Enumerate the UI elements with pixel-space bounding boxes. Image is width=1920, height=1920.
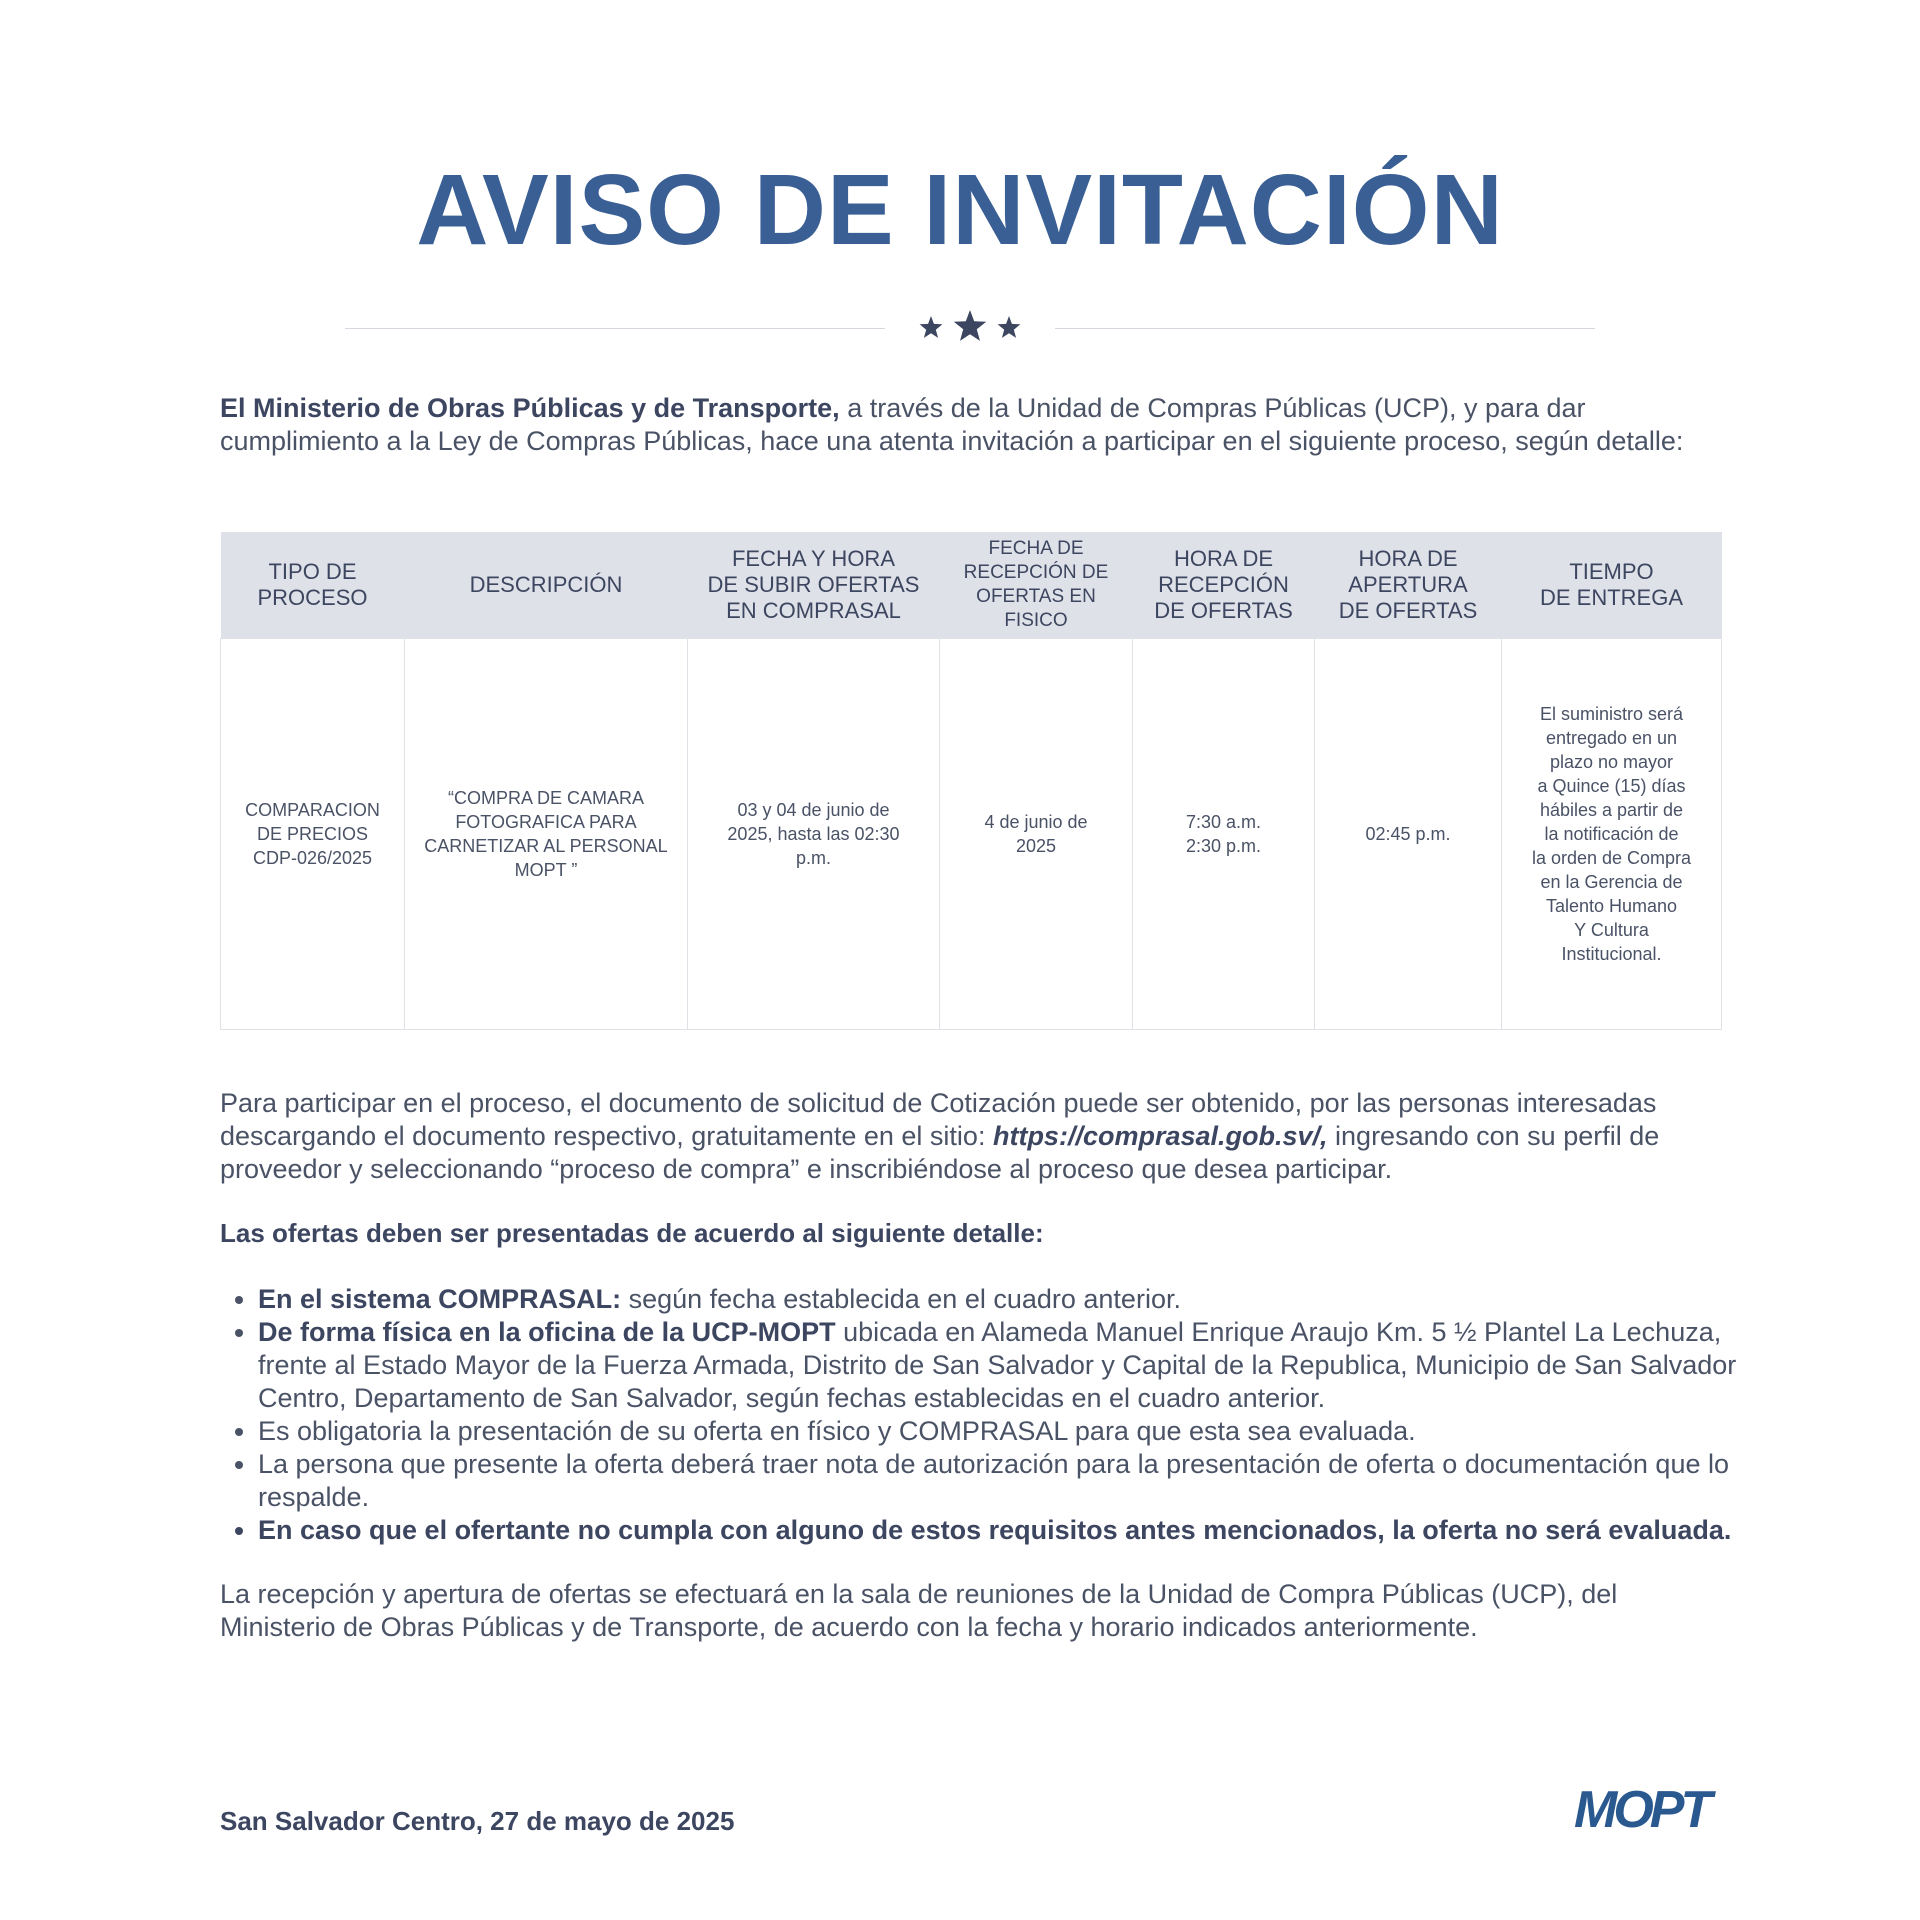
table-header-cell: TIPO DE PROCESO	[221, 532, 405, 639]
table-header-cell: FECHA Y HORA DE SUBIR OFERTAS EN COMPRASAL	[688, 532, 940, 639]
table-header-cell: TIEMPO DE ENTREGA	[1502, 532, 1722, 639]
table-cell: 4 de junio de 2025	[940, 639, 1133, 1030]
closing-paragraph: La recepción y apertura de ofertas se efectuará en la sala de reuniones de la Unidad de Compra Públicas (UCP), del Ministerio de Obras Públicas y de Transporte, de acuerdo con la fecha y horario indicados anteriormente.	[220, 1579, 1618, 1642]
participation-text: Para participar en el proceso, el documento de solicitud de Cotización puede ser obtenido, por las personas interesadas descargando el documento respectivo, gratuitamente en el sitio:	[220, 1088, 1657, 1151]
intro-paragraph	[220, 392, 1720, 458]
comprasal-link[interactable]: https://comprasal.gob.sv/,	[992, 1121, 1328, 1151]
small-star-icon	[920, 316, 943, 338]
list-item: • En el sistema COMPRASAL: según fecha establecida en el cuadro anterior.	[258, 1283, 1758, 1316]
table-header-row	[221, 532, 1722, 639]
table-cell: 03 y 04 de junio de 2025, hasta las 02:30 p.m.	[688, 639, 940, 1030]
participation-text-after: ingresando con su perfil de proveedor y seleccionando “proceso de compra” e inscribiéndose al proceso que desea participar.	[220, 1121, 1660, 1184]
footer-date: San Salvador Centro, 27 de mayo de 2025	[220, 1806, 735, 1836]
requirements-list	[220, 1283, 1758, 1547]
divider-line-right	[1055, 328, 1595, 329]
table-header-cell: FECHA DE RECEPCIÓN DE OFERTAS EN FISICO	[940, 532, 1133, 639]
list-item: • Es obligatoria la presentación de su oferta en físico y COMPRASAL para que esta sea evaluada.	[258, 1415, 1758, 1448]
table-cell: El suministro será entregado en un plazo no mayor a Quince (15) días hábiles a partir de la notificación de la orden de Compra en la Gerencia de Talento Humano Y Cultura Institucional.	[1502, 639, 1722, 1030]
stars-icon	[900, 308, 1040, 348]
intro-bold-lead: El Ministerio de Obras Públicas y de Transporte,	[220, 393, 840, 423]
table-header-cell: DESCRIPCIÓN	[405, 532, 688, 639]
list-item: • De forma física en la oficina de la UCP-MOPT ubicada en Alameda Manuel Enrique Araujo Km. 5 ½ Plantel La Lechuza, frente al Estado Mayor de la Fuerza Armada, Distrito de San Salvador y Capital de la Republica, Municipio de San Salvador Centro, Departamento de San Salvador, según fechas establecidas en el cuadro anterior.	[258, 1316, 1758, 1415]
table-cell: “COMPRA DE CAMARA FOTOGRAFICA PARA CARNETIZAR AL PERSONAL MOPT ”	[405, 639, 688, 1030]
process-table	[220, 532, 1722, 1030]
table-cell: COMPARACION DE PRECIOS CDP-026/2025	[221, 639, 405, 1030]
table-header-cell: HORA DE RECEPCIÓN DE OFERTAS	[1133, 532, 1315, 639]
divider-line-left	[345, 328, 885, 329]
table-header-cell: HORA DE APERTURA DE OFERTAS	[1315, 532, 1502, 639]
large-star-icon	[954, 310, 986, 341]
intro-text: a través de la Unidad de Compras Públicas (UCP), y para dar cumplimiento a la Ley de Compras Públicas, hace una atenta invitación a participar en el siguiente proceso, según detalle:	[220, 393, 1684, 456]
requirements-heading: Las ofertas deben ser presentadas de acuerdo al siguiente detalle:	[220, 1218, 1044, 1248]
mopt-logo: MOPT	[1574, 1781, 1709, 1839]
list-item: • La persona que presente la oferta deberá traer nota de autorización para la presentación de oferta o documentación que lo respalde.	[258, 1448, 1758, 1514]
participation-paragraph	[220, 1087, 1720, 1186]
star-divider	[345, 308, 1595, 348]
small-star-icon	[998, 316, 1021, 338]
table-row	[221, 639, 1722, 1030]
list-item: • En caso que el ofertante no cumpla con alguno de estos requisitos antes mencionados, la oferta no será evaluada.	[258, 1514, 1758, 1547]
table-cell: 02:45 p.m.	[1315, 639, 1502, 1030]
table-cell: 7:30 a.m. 2:30 p.m.	[1133, 639, 1315, 1030]
page-title: AVISO DE INVITACIÓN	[416, 154, 1504, 266]
